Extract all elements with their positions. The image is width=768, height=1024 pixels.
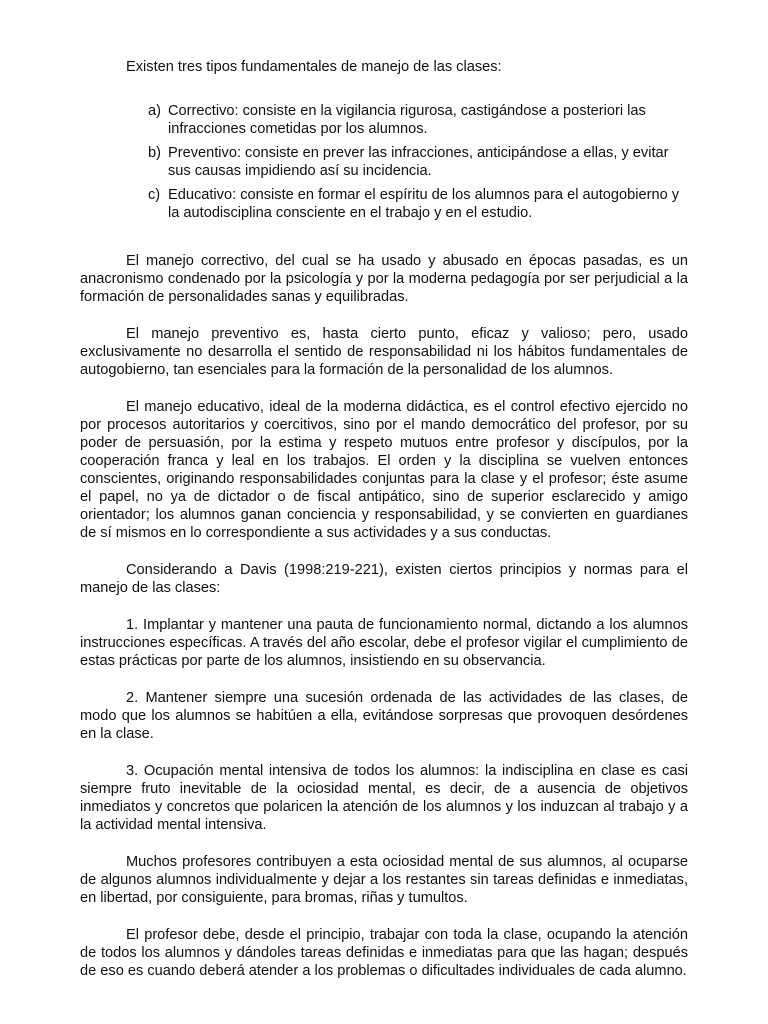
paragraph: 1. Implantar y mantener una pauta de funcionamiento normal, dictando a los alumnos instrucciones específicas. A través del año escolar, debe el profesor vigilar el cumplimiento de estas prácticas por parte de los alumnos, insistiendo en su observancia.	[80, 617, 688, 669]
list-item-text: Correctivo: consiste en la vigilancia rigurosa, castigándose a posteriori las infracciones cometidas por los alumnos.	[168, 103, 646, 137]
paragraph: Muchos profesores contribuyen a esta ociosidad mental de sus alumnos, al ocuparse de algunos alumnos individualmente y dejar a los restantes sin tareas definidas e inmediatas, en libertad, por consiguiente, para bromas, riñas y tumultos.	[80, 854, 688, 906]
list-item	[148, 144, 688, 180]
list-item	[148, 102, 688, 138]
paragraph: El manejo preventivo es, hasta cierto punto, eficaz y valioso; pero, usado exclusivamente no desarrolla el sentido de responsabilidad ni los hábitos fundamentales de autogobierno, tan esenciales para la formación de la personalidad de los alumnos.	[80, 326, 688, 378]
list-marker: c)	[148, 187, 161, 203]
paragraph: Considerando a Davis (1998:219-221), existen ciertos principios y normas para el manejo de las clases:	[80, 562, 688, 596]
paragraph: 3. Ocupación mental intensiva de todos los alumnos: la indisciplina en clase es casi siempre fruto inevitable de la ociosidad mental, es decir, de a ausencia de objetivos inmediatos y concretos que polaricen la atención de los alumnos y los induzcan al trabajo y a la actividad mental intensiva.	[80, 763, 688, 833]
paragraph: 2. Mantener siempre una sucesión ordenada de las actividades de las clases, de modo que los alumnos se habitúen a ella, evitándose sorpresas que provoquen desórdenes en la clase.	[80, 690, 688, 742]
management-types-list	[80, 102, 688, 222]
paragraph: El profesor debe, desde el principio, trabajar con toda la clase, ocupando la atención de todos los alumnos y dándoles tareas definidas e inmediatas para que las hagan; después de eso es cuando deberá atender a los problemas o dificultades individuales de cada alumno.	[80, 927, 688, 979]
paragraph: El manejo educativo, ideal de la moderna didáctica, es el control efectivo ejercido no por procesos autoritarios y coercitivos, sino por el mando democrático del profesor, por su poder de persuasión, por la estima y respeto mutuos entre profesor y discípulos, por la cooperación franca y leal en los trabajos. El orden y la disciplina se vuelven entonces conscientes, originando responsabilidades conjuntas para la clase y el profesor; éste asume el papel, no ya de dictador o de fiscal antipático, sino de superior esclarecido y amigo orientador; los alumnos ganan conciencia y responsabilidad, y se convierten en guardianes de sí mismos en lo correspondiente a sus actividades y a sus conductas.	[80, 399, 688, 541]
intro-text: Existen tres tipos fundamentales de manejo de las clases:	[126, 59, 502, 75]
paragraph: El manejo correctivo, del cual se ha usado y abusado en épocas pasadas, es un anacronismo condenado por la psicología y por la moderna pedagogía por ser perjudicial a la formación de personalidades sanas y equilibradas.	[80, 253, 688, 305]
list-item-text: Educativo: consiste en formar el espíritu de los alumnos para el autogobierno y la autodisciplina consciente en el trabajo y en el estudio.	[168, 187, 680, 221]
list-marker: b)	[148, 145, 161, 161]
list-item-text: Preventivo: consiste en prever las infracciones, anticipándose a ellas, y evitar sus causas impidiendo así su incidencia.	[168, 145, 669, 179]
list-item	[148, 186, 688, 222]
list-marker: a)	[148, 103, 161, 119]
